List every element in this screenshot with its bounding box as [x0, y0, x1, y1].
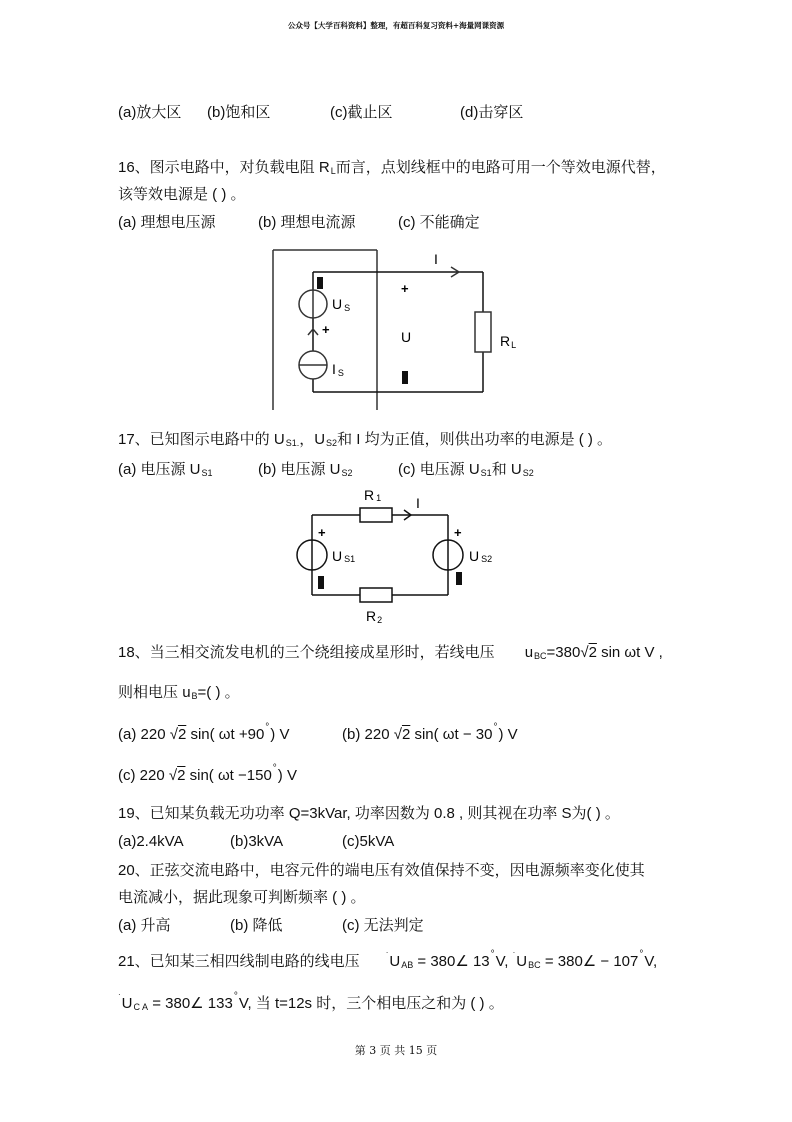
q21-ca: C A [133, 1002, 149, 1012]
q18-question-line2 [118, 684, 240, 705]
label-rl [500, 333, 516, 350]
q18-option-b-label: (b) [342, 726, 361, 743]
q18-option-b-body: sin( ωt − 30 [414, 726, 493, 743]
q17-question [118, 431, 612, 452]
q21-unit: V, [644, 953, 658, 970]
q17-option-c [398, 461, 534, 482]
label-us [332, 296, 350, 313]
q19-option-c: (c)5kVA [342, 833, 395, 850]
q17-option-c-text: (c) 电压源 U [398, 461, 480, 478]
label-is [332, 361, 344, 378]
label-us-sub: S [344, 303, 351, 313]
q17-circuit-diagram [280, 480, 510, 630]
q17-option-c-sub2: S2 [522, 468, 534, 478]
q21-text2: 当 t=12s 时，三个相电压之和为 ( ) 。 [255, 995, 504, 1012]
label-is-main: I [332, 361, 336, 377]
q18-option-a-label: (a) [118, 726, 137, 743]
q18-ub-sub: B [191, 691, 198, 701]
q18-option-a-post: ) V [270, 726, 290, 743]
plus-sign: + [322, 322, 330, 337]
q21-v3: = 380∠ 133 [152, 995, 233, 1012]
q21-unit: V, [495, 953, 509, 970]
q18-u: u [524, 644, 534, 661]
phasor-dot: · [118, 990, 121, 999]
q17-text-mid: ，U [299, 431, 326, 448]
q21-u-ca: U [121, 995, 133, 1012]
q18-option-c-body: sin( ωt −150 [189, 767, 272, 784]
q18-eq: =380 [546, 644, 581, 661]
degree: ° [272, 763, 277, 774]
phasor-dot: · [385, 948, 389, 957]
q17-option-a [118, 461, 213, 482]
q21-text: 21、已知某三相四线制电路的线电压 [118, 953, 360, 970]
q16-question [118, 159, 666, 180]
label-r1-main: R [364, 487, 375, 503]
q18-option-a-sqrt: 2 [177, 726, 187, 743]
resistor-r2 [360, 588, 392, 602]
label-us1-main: U [332, 548, 343, 564]
resistor-rl [475, 312, 491, 352]
label-r2 [366, 608, 382, 625]
label-us2-sub: S2 [481, 554, 493, 564]
q19-option-a: (a)2.4kVA [118, 833, 184, 850]
q20-option-c: (c) 无法判定 [342, 917, 424, 934]
plus-sign-u: + [401, 281, 409, 296]
label-u: U [401, 329, 412, 345]
q16-question-line2: 该等效电源是 ( ) 。 [118, 186, 246, 203]
q20-question: 20、正弦交流电路中，电容元件的端电压有效值保持不变，因电源频率变化使其 [118, 862, 645, 879]
degree: ° [639, 949, 644, 960]
q17-option-b-text: (b) 电压源 U [258, 461, 341, 478]
q16-option-a: (a) 理想电压源 [118, 214, 216, 231]
q16-text: 16、图示电路中，对负载电阻 R [118, 159, 330, 176]
q18-u-sub: BC [534, 651, 547, 661]
label-current: I [416, 495, 420, 511]
q21-question-line2 [118, 990, 504, 1016]
q17-option-c-tail: 和 U [491, 461, 522, 478]
q17-option-a-sub: S1 [201, 468, 213, 478]
phasor-dot: · [512, 948, 516, 957]
label-r1 [364, 487, 381, 503]
q18-option-c-sqrt: 2 [177, 767, 186, 784]
q16-option-b: (b) 理想电流源 [258, 214, 356, 231]
q21-v1: = 380∠ 13 [417, 953, 490, 970]
q19-question: 19、已知某负载无功功率 Q=3kVar, 功率因数为 0.8 , 则其视在功率 S为( ) 。 [118, 805, 620, 822]
q15-option-b: (b)饱和区 [207, 104, 271, 121]
q18-text2: 则相电压 [118, 684, 179, 701]
q18-question: 18、当三相交流发电机的三个绕组接成星形时，若线电压 $u_{BC}=380√2$ sin ωt V , [118, 644, 663, 661]
label-us2 [469, 548, 492, 564]
q21-bc: BC [528, 960, 541, 970]
q18-sqrt: 2 [588, 644, 597, 661]
degree: ° [490, 949, 495, 960]
q17-option-b [258, 461, 353, 482]
resistor-r1 [360, 508, 392, 522]
q21-unit: V, [238, 995, 252, 1012]
q16-text-b: 而言，点划线框中的电路可用一个等效电源代替， [335, 159, 666, 176]
q21-v2: = 380∠ − 107 [544, 953, 639, 970]
page-footer: 第 3 页 共 15 页 [354, 1044, 438, 1057]
q18-option-a: (a) 220 √2 sin( ωt +90°) V [118, 722, 290, 743]
q20-option-a: (a) 升高 [118, 917, 171, 934]
q17-option-a-text: (a) 电压源 U [118, 461, 201, 478]
q20-option-b: (b) 降低 [230, 917, 283, 934]
q16-sub: L [330, 166, 336, 176]
label-is-sub: S [337, 368, 344, 378]
q18-option-c-post: ) V [277, 767, 297, 784]
degree: ° [233, 991, 238, 1002]
degree: ° [493, 722, 498, 733]
q20-question-line2: 电流减小，据此现象可判断频率 ( ) 。 [118, 889, 366, 906]
degree: ° [265, 722, 270, 733]
q17-text-b: 和 I 均为正值，则供出功率的电源是 ( ) 。 [337, 431, 613, 448]
label-r2-sub: 2 [377, 615, 383, 625]
label-us2-main: U [469, 548, 480, 564]
q17-sub1: S1. [285, 438, 300, 448]
q17-text: 17、已知图示电路中的 U [118, 431, 285, 448]
label-rl-sub: L [511, 340, 517, 350]
q15-option-d: (d)击穿区 [460, 104, 524, 121]
q18-option-b: (b) 220 √2 sin( ωt − 30°) V [342, 722, 518, 743]
q18-ub-tail: =( ) 。 [197, 684, 240, 701]
q15-option-c: (c)截止区 [330, 104, 393, 121]
plus-sign-1: + [318, 525, 326, 540]
label-us1 [332, 548, 355, 564]
q18-tail: sin ωt V , [601, 644, 663, 661]
q17-sub2: S2 [326, 438, 338, 448]
label-r1-sub: 1 [376, 493, 382, 503]
q18-option-b-post: ) V [498, 726, 518, 743]
plus-sign-2: + [454, 525, 462, 540]
q21-u-bc: U [516, 953, 528, 970]
q17-option-b-sub: S2 [341, 468, 353, 478]
q18-option-c: (c) 220 √2 sin( ωt −150°) V [118, 763, 297, 784]
q19-option-b: (b)3kVA [230, 833, 284, 850]
q18-option-b-pre: 220 [364, 726, 390, 743]
label-r2-main: R [366, 608, 377, 624]
q18-option-c-label: (c) [118, 767, 136, 784]
q21-ab: AB [401, 960, 414, 970]
q18-text: 18、当三相交流发电机的三个绕组接成星形时，若线电压 [118, 644, 495, 661]
q18-option-a-body: sin( ωt +90 [190, 726, 265, 743]
label-us1-sub: S1 [344, 554, 356, 564]
q18-option-a-pre: 220 [140, 726, 166, 743]
q16-circuit-diagram [260, 240, 520, 410]
q18-option-c-pre: 220 [139, 767, 165, 784]
q18-ub: u [182, 684, 191, 701]
q16-option-c: (c) 不能确定 [398, 214, 480, 231]
q15-option-a: (a)放大区 [118, 104, 182, 121]
page-header: 公众号【大学百科资料】整理，有超百科复习资料+海量网课资源 [287, 21, 505, 30]
q17-option-c-sub: S1 [480, 468, 492, 478]
q21-u-ab: U [389, 953, 401, 970]
label-rl-main: R [500, 333, 511, 349]
label-us-main: U [332, 296, 343, 312]
q18-option-b-sqrt: 2 [401, 726, 411, 743]
label-current: I [434, 251, 438, 267]
q21-question [118, 948, 658, 974]
